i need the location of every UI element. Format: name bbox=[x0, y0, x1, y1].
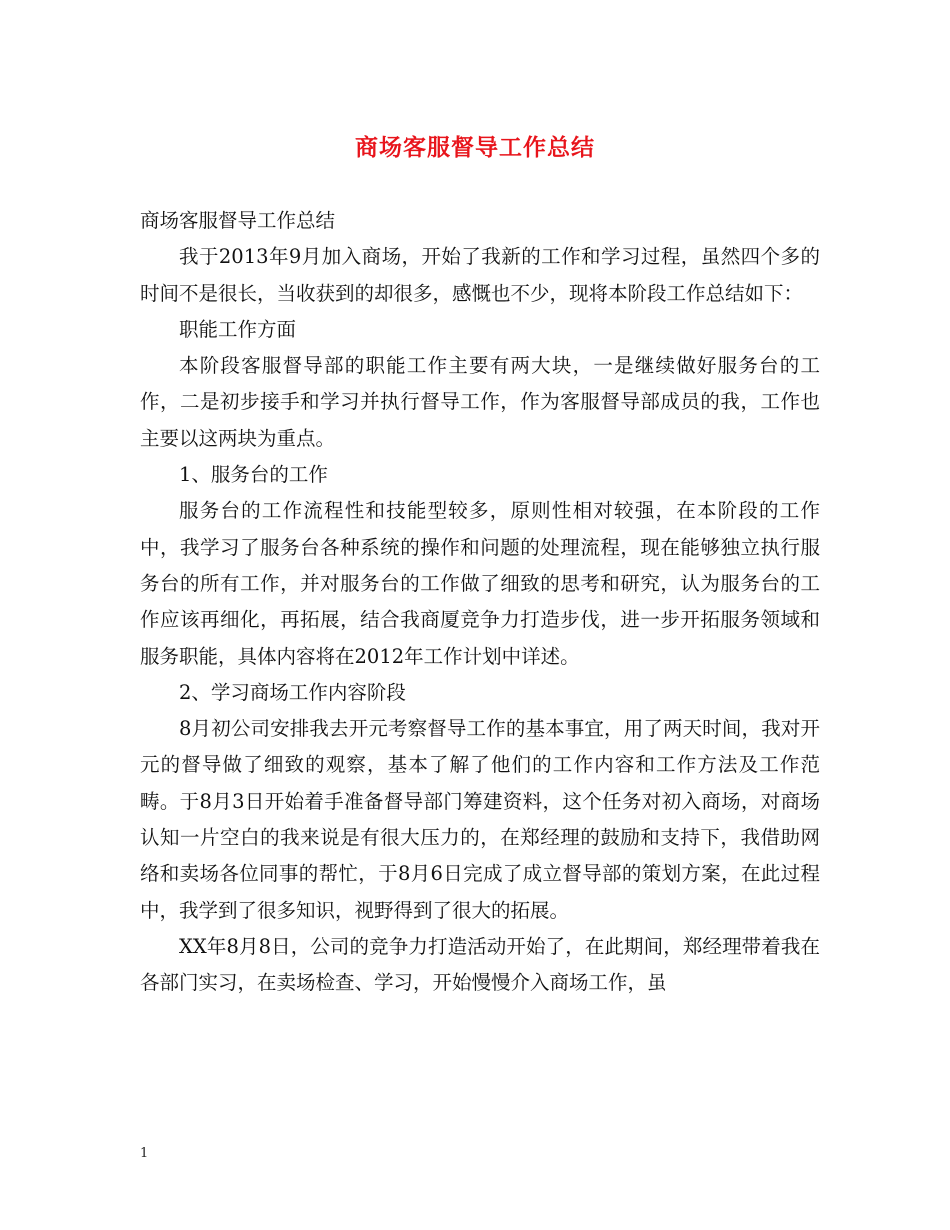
paragraph-duties: 本阶段客服督导部的职能工作主要有两大块，一是继续做好服务台的工作，二是初步接手和学习并执行督导工作，作为客服督导部成员的我，工作也主要以这两块为重点。 bbox=[140, 354, 820, 450]
paragraph-learning: 8月初公司安排我去开元考察督导工作的基本事宜，用了两天时间，我对开元的督导做了细致的观察，基本了解了他们的工作内容和工作方法及工作范畴。于8月3日开始着手准备督导部门筹建资料，这个任务对初入商场，对商场认知一片空白的我来说是有很大压力的，在郑经理的鼓励和支持下，我借助网络和卖场各位同事的帮忙，于8月6日完成了成立督导部的策划方案，在此过程中，我学到了很多知识，视野得到了很大的拓展。 bbox=[140, 717, 820, 922]
section-heading-service-desk: 1、服务台的工作 bbox=[179, 463, 328, 487]
paragraph-intro: 我于2013年9月加入商场，开始了我新的工作和学习过程，虽然四个多的时间不是很长，当收获到的却很多，感慨也不少，现将本阶段工作总结如下： bbox=[140, 245, 820, 305]
paragraph-service-desk: 服务台的工作流程性和技能型较多，原则性相对较强，在本阶段的工作中，我学习了服务台各种系统的操作和问题的处理流程，现在能够独立执行服务台的所有工作，并对服务台的工作做了细致的思考和研究，认为服务台的工作应该再细化，再拓展，结合我商厦竞争力打造步伐，进一步开拓服务领域和服务职能，具体内容将在2012年工作计划中详述。 bbox=[140, 499, 820, 668]
page-number: 1 bbox=[140, 1146, 149, 1161]
paragraph-competitiveness: XX年8月8日，公司的竞争力打造活动开始了，在此期间，郑经理带着我在各部门实习，在卖场检查、学习，开始慢慢介入商场工作，虽 bbox=[140, 934, 820, 995]
section-heading-duties: 职能工作方面 bbox=[179, 317, 297, 341]
document-body bbox=[140, 203, 820, 1002]
paragraph-heading: 商场客服督导工作总结 bbox=[140, 209, 336, 232]
section-heading-learning: 2、学习商场工作内容阶段 bbox=[179, 680, 406, 704]
document-title: 商场客服督导工作总结 bbox=[355, 134, 595, 161]
